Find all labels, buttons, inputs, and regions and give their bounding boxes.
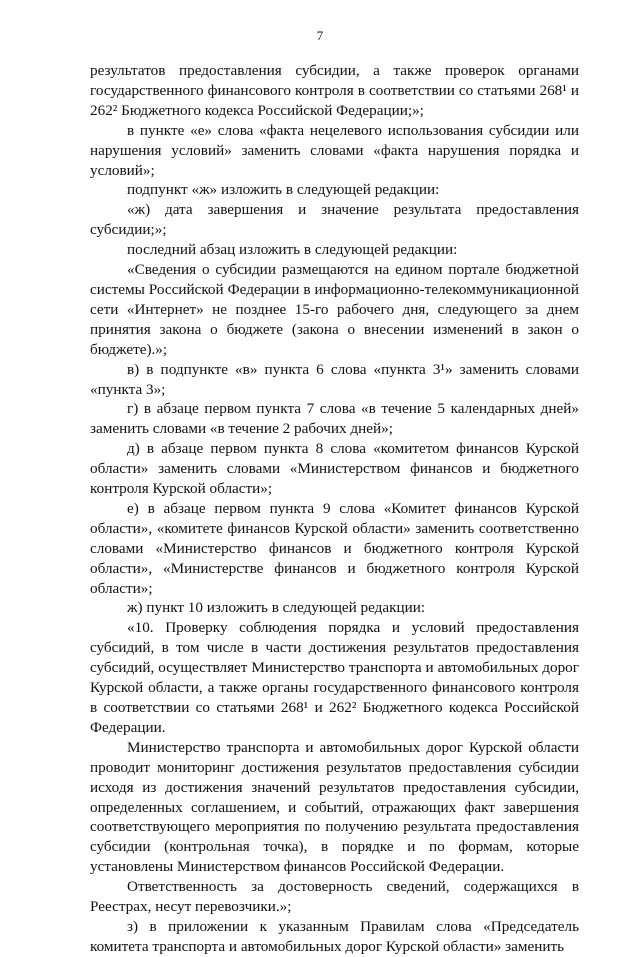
paragraph: Министерство транспорта и автомобильных дорог Курской области проводит мониторинг достижения результатов предоставления субсидии исходя из достижения значений результатов предоставления субсидии, определенных соглашением, и событий, отражающих факт завершения соответствующего мероприятия по получению результата предоставления субсидии (контрольная точка), в порядке и по формам, которые установлены Министерством финансов Российской Федерации. bbox=[90, 738, 579, 876]
paragraph: в пункте «е» слова «факта нецелевого использования субсидии или нарушения условий» заменить словами «факта нарушения порядка и условий»; bbox=[90, 121, 579, 179]
paragraph: «10. Проверку соблюдения порядка и условий предоставления субсидий, в том числе в части достижения результатов предоставления субсидий, осуществляет Министерство транспорта и автомобильных дорог Курской области, а также органы государственного финансового контроля в соответствии со статьями 268¹ и 262² Бюджетного кодекса Российской Федерации. bbox=[90, 619, 579, 736]
paragraph: «ж) дата завершения и значение результата предоставления субсидии;»; bbox=[90, 201, 579, 239]
paragraph: в) в подпункте «в» пункта 6 слова «пункта 3¹» заменить словами «пункта 3»; bbox=[90, 360, 579, 398]
paragraph: результатов предоставления субсидии, а также проверок органами государственного финансового контроля в соответствии со статьями 268¹ и 262² Бюджетного кодекса Российской Федерации;»; bbox=[90, 62, 579, 119]
paragraph: е) в абзаце первом пункта 9 слова «Комитет финансов Курской области», «комитете финансов Курской области» заменить соответственно словами «Министерство финансов и бюджетного контроля Курской области», «Министерстве финансов и бюджетного контроля Курской области»; bbox=[90, 499, 579, 597]
paragraph: Ответственность за достоверность сведений, содержащихся в Реестрах, несут перевозчики.»; bbox=[90, 878, 579, 916]
document-body bbox=[90, 61, 579, 957]
paragraph: последний абзац изложить в следующей редакции: bbox=[127, 241, 458, 259]
page-number: 7 bbox=[316, 28, 324, 43]
paragraph: г) в абзаце первом пункта 7 слова «в течение 5 календарных дней» заменить словами «в течение 2 рабочих дней»; bbox=[90, 400, 579, 438]
paragraph: з) в приложении к указанным Правилам слова «Председатель комитета транспорта и автомобильных дорог Курской области» заменить bbox=[90, 917, 579, 955]
paragraph: ж) пункт 10 изложить в следующей редакции: bbox=[127, 599, 426, 617]
paragraph: подпункт «ж» изложить в следующей редакции: bbox=[127, 181, 440, 199]
paragraph: д) в абзаце первом пункта 8 слова «комитетом финансов Курской области» заменить словами «Министерством финансов и бюджетного контроля Курской области»; bbox=[90, 440, 579, 498]
paragraph: «Сведения о субсидии размещаются на едином портале бюджетной системы Российской Федерации в информационно-телекоммуникационной сети «Интернет» не позднее 15-го рабочего дня, следующего за днем принятия закона о бюджете (закона о внесении изменений в закон о бюджете).»; bbox=[90, 261, 579, 358]
